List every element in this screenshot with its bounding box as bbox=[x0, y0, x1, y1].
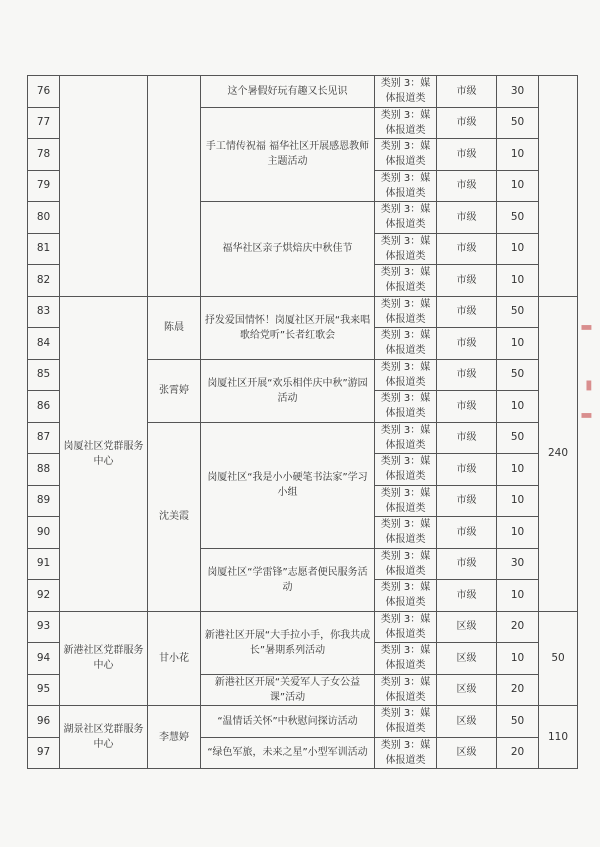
activity-score-table bbox=[27, 75, 578, 769]
score: 10 bbox=[497, 485, 539, 517]
level: 市级 bbox=[437, 517, 497, 549]
level: 市级 bbox=[437, 202, 497, 234]
org-name: 新港社区党群服务中心 bbox=[60, 611, 148, 706]
org-total: 50 bbox=[539, 611, 578, 706]
activity-name: 福华社区亲子烘焙庆中秋佳节 bbox=[201, 202, 375, 297]
level: 区级 bbox=[437, 706, 497, 738]
level: 市级 bbox=[437, 454, 497, 486]
score: 50 bbox=[497, 202, 539, 234]
score: 10 bbox=[497, 391, 539, 423]
row-number: 89 bbox=[28, 485, 60, 517]
level: 市级 bbox=[437, 233, 497, 265]
person-cell-empty bbox=[148, 76, 201, 297]
level: 市级 bbox=[437, 391, 497, 423]
row-number: 81 bbox=[28, 233, 60, 265]
level: 市级 bbox=[437, 296, 497, 328]
row-number: 93 bbox=[28, 611, 60, 643]
category: 类别 3：媒体报道类 bbox=[375, 611, 437, 643]
category: 类别 3：媒体报道类 bbox=[375, 265, 437, 297]
category: 类别 3：媒体报道类 bbox=[375, 422, 437, 454]
score: 20 bbox=[497, 611, 539, 643]
activity-name: 新港社区开展“大手拉小手，你我共成长”暑期系列活动 bbox=[201, 611, 375, 674]
person-name: 甘小花 bbox=[148, 611, 201, 706]
activity-name: 岗厦社区“我是小小硬笔书法家”学习小组 bbox=[201, 422, 375, 548]
level: 区级 bbox=[437, 643, 497, 675]
level: 市级 bbox=[437, 107, 497, 139]
org-total: 240 bbox=[539, 296, 578, 611]
person-name: 李慧婷 bbox=[148, 706, 201, 769]
person-name: 沈美霞 bbox=[148, 422, 201, 611]
score: 20 bbox=[497, 674, 539, 706]
level: 市级 bbox=[437, 265, 497, 297]
category: 类别 3：媒体报道类 bbox=[375, 454, 437, 486]
table-row bbox=[28, 611, 578, 643]
level: 市级 bbox=[437, 485, 497, 517]
row-number: 96 bbox=[28, 706, 60, 738]
score: 10 bbox=[497, 139, 539, 171]
person-name: 陈晨 bbox=[148, 296, 201, 359]
category: 类别 3：媒体报道类 bbox=[375, 202, 437, 234]
score: 10 bbox=[497, 580, 539, 612]
score: 20 bbox=[497, 737, 539, 769]
row-number: 97 bbox=[28, 737, 60, 769]
category: 类别 3：媒体报道类 bbox=[375, 233, 437, 265]
score: 10 bbox=[497, 454, 539, 486]
row-number: 78 bbox=[28, 139, 60, 171]
org-name: 湖景社区党群服务中心 bbox=[60, 706, 148, 769]
category: 类别 3：媒体报道类 bbox=[375, 139, 437, 171]
row-number: 92 bbox=[28, 580, 60, 612]
category: 类别 3：媒体报道类 bbox=[375, 485, 437, 517]
score: 50 bbox=[497, 706, 539, 738]
row-number: 85 bbox=[28, 359, 60, 391]
score: 10 bbox=[497, 517, 539, 549]
row-number: 94 bbox=[28, 643, 60, 675]
category: 类别 3：媒体报道类 bbox=[375, 391, 437, 423]
row-number: 88 bbox=[28, 454, 60, 486]
activity-name: 岗厦社区开展“欢乐相伴庆中秋”游园活动 bbox=[201, 359, 375, 422]
level: 市级 bbox=[437, 548, 497, 580]
row-number: 86 bbox=[28, 391, 60, 423]
category: 类别 3：媒体报道类 bbox=[375, 517, 437, 549]
table-row bbox=[28, 706, 578, 738]
category: 类别 3：媒体报道类 bbox=[375, 359, 437, 391]
score: 10 bbox=[497, 328, 539, 360]
category: 类别 3：媒体报道类 bbox=[375, 107, 437, 139]
row-number: 80 bbox=[28, 202, 60, 234]
category: 类别 3：媒体报道类 bbox=[375, 674, 437, 706]
row-number: 87 bbox=[28, 422, 60, 454]
level: 市级 bbox=[437, 580, 497, 612]
level: 区级 bbox=[437, 737, 497, 769]
row-number: 83 bbox=[28, 296, 60, 328]
category: 类别 3：媒体报道类 bbox=[375, 580, 437, 612]
row-number: 91 bbox=[28, 548, 60, 580]
level: 市级 bbox=[437, 359, 497, 391]
stamp-mark: ▬ bbox=[581, 379, 597, 392]
person-name: 张霄婷 bbox=[148, 359, 201, 422]
category: 类别 3：媒体报道类 bbox=[375, 76, 437, 108]
row-number: 79 bbox=[28, 170, 60, 202]
org-name: 岗厦社区党群服务中心 bbox=[60, 296, 148, 611]
total-cell-empty bbox=[539, 76, 578, 297]
stamp-mark: ▮ bbox=[579, 323, 595, 332]
level: 市级 bbox=[437, 170, 497, 202]
category: 类别 3：媒体报道类 bbox=[375, 170, 437, 202]
activity-name: “温情话关怀”中秋慰问探访活动 bbox=[201, 706, 375, 738]
level: 市级 bbox=[437, 76, 497, 108]
org-total: 110 bbox=[539, 706, 578, 769]
row-number: 84 bbox=[28, 328, 60, 360]
score: 10 bbox=[497, 265, 539, 297]
activity-name: 这个暑假好玩有趣又长见识 bbox=[201, 76, 375, 108]
category: 类别 3：媒体报道类 bbox=[375, 548, 437, 580]
score: 10 bbox=[497, 643, 539, 675]
row-number: 90 bbox=[28, 517, 60, 549]
row-number: 82 bbox=[28, 265, 60, 297]
score: 30 bbox=[497, 76, 539, 108]
level: 市级 bbox=[437, 422, 497, 454]
category: 类别 3：媒体报道类 bbox=[375, 706, 437, 738]
score: 10 bbox=[497, 170, 539, 202]
activity-name: 新港社区开展“关爱军人子女公益课”活动 bbox=[201, 674, 375, 706]
category: 类别 3：媒体报道类 bbox=[375, 296, 437, 328]
activity-name: 岗厦社区“学雷锋”志愿者便民服务活动 bbox=[201, 548, 375, 611]
category: 类别 3：媒体报道类 bbox=[375, 737, 437, 769]
activity-name: “绿色军旅，未来之星”小型军训活动 bbox=[201, 737, 375, 769]
score: 50 bbox=[497, 296, 539, 328]
row-number: 76 bbox=[28, 76, 60, 108]
score: 50 bbox=[497, 107, 539, 139]
level: 市级 bbox=[437, 328, 497, 360]
category: 类别 3：媒体报道类 bbox=[375, 328, 437, 360]
activity-name: 手工情传祝福 福华社区开展感恩教师主题活动 bbox=[201, 107, 375, 202]
score: 50 bbox=[497, 422, 539, 454]
level: 区级 bbox=[437, 611, 497, 643]
org-cell-empty bbox=[60, 76, 148, 297]
score: 30 bbox=[497, 548, 539, 580]
level: 市级 bbox=[437, 139, 497, 171]
score: 10 bbox=[497, 233, 539, 265]
row-number: 77 bbox=[28, 107, 60, 139]
level: 区级 bbox=[437, 674, 497, 706]
activity-name: 抒发爱国情怀！岗厦社区开展“我来唱歌给党听”长者红歌会 bbox=[201, 296, 375, 359]
table-row bbox=[28, 296, 578, 328]
table-row bbox=[28, 76, 578, 108]
category: 类别 3：媒体报道类 bbox=[375, 643, 437, 675]
score: 50 bbox=[497, 359, 539, 391]
stamp-mark: ▮ bbox=[579, 411, 595, 420]
row-number: 95 bbox=[28, 674, 60, 706]
